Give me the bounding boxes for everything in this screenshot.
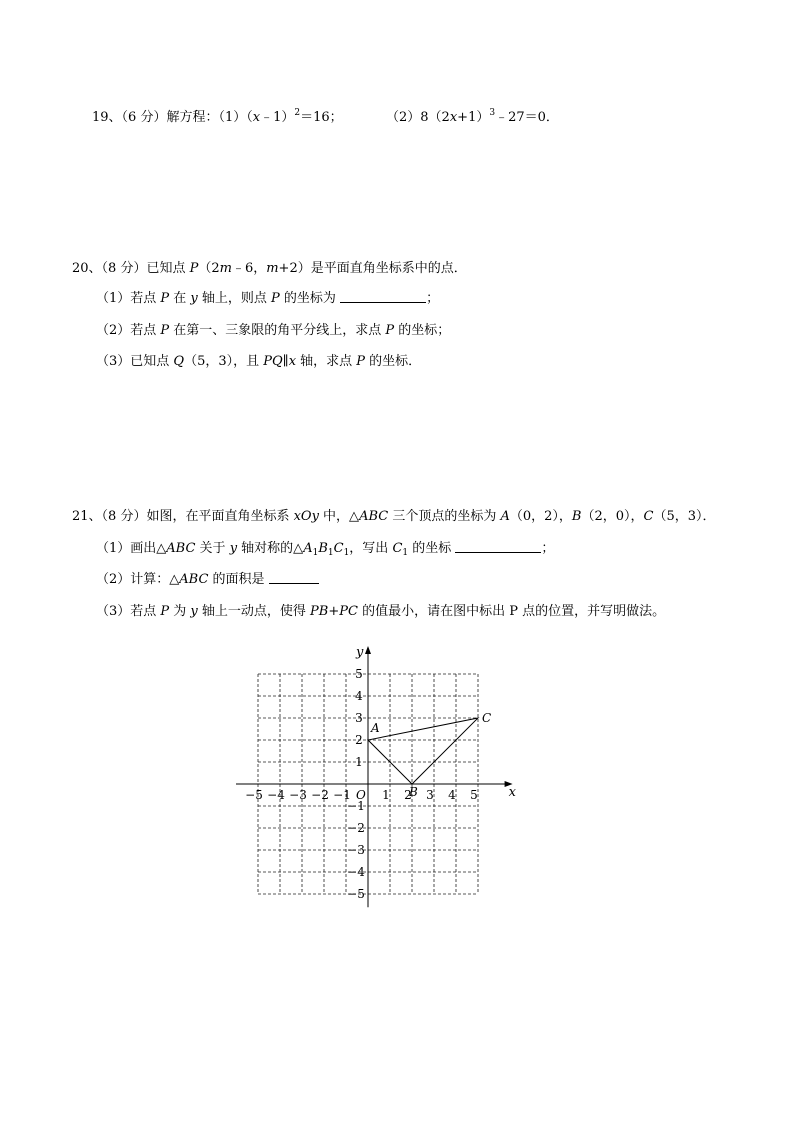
q21-s1-a: （1）画出△: [96, 541, 167, 556]
y-tick-label: −1: [347, 799, 365, 813]
q20-s3-p: P: [356, 354, 366, 369]
y-tick-label: 1: [355, 755, 363, 769]
q19-p2-var: x: [449, 110, 458, 125]
q21-s1-c1: C: [333, 541, 344, 556]
q21-s1-d: ，写出: [349, 541, 393, 556]
q21-a: A: [500, 509, 510, 524]
q21-label: 21、（8 分）如图，在平面直角坐标系: [72, 509, 294, 524]
q21-s1-c1b-sub: 1: [402, 548, 409, 558]
q21-s1-a1-sub: 1: [312, 548, 319, 558]
axes: [236, 646, 513, 907]
q21-abc: ABC: [359, 509, 389, 524]
q21-s1-b1: B: [318, 541, 328, 556]
q20-s1-d: 的坐标为: [279, 291, 341, 306]
q21-s2-b: 的面积是: [208, 572, 269, 587]
q20-s1-y: y: [190, 291, 198, 306]
q21-lc: 三个顶点的坐标为: [388, 509, 501, 524]
point-label-c: C: [482, 711, 492, 725]
q21-s1-c1-sub: 1: [343, 548, 350, 558]
point-label-b: B: [409, 785, 418, 799]
q19-p1-prefix: （1）（: [218, 110, 253, 125]
q21-xoy: xOy: [293, 509, 319, 524]
y-tick-label: −2: [347, 821, 365, 835]
q19-label: 19、（6 分）解方程：: [92, 110, 219, 125]
q20-s3-pq: PQ: [263, 354, 283, 369]
q20-point-p: P: [189, 261, 199, 276]
q19-p2-rest: ﹣27＝0．: [495, 110, 559, 125]
origin-label: O: [356, 788, 366, 802]
q21-s1-c1b: C: [392, 541, 403, 556]
q19-p1-mid: ﹣1）: [260, 110, 295, 125]
q20-s1-e: ；: [426, 291, 440, 306]
q21-s1-abc: ABC: [166, 541, 196, 556]
x-tick-label: 3: [426, 788, 434, 802]
q21-s2-a: （2）计算：△: [96, 572, 180, 587]
q21-s3-pbpc: PB+PC: [310, 604, 358, 619]
q21-c: C: [643, 509, 654, 524]
q21-s3-d: 的值最小，请在图中标出 P 点的位置，并写明做法。: [357, 604, 666, 619]
q21-s3-a: （3）若点: [96, 604, 161, 619]
q20-m1: m: [219, 261, 232, 276]
q20-s2-p: P: [160, 323, 170, 338]
triangle-abc: [368, 711, 491, 799]
x-tick-label: −5: [245, 788, 263, 802]
x-tick-label: −4: [267, 788, 285, 802]
q21-s1-c: 轴对称的△: [237, 541, 304, 556]
q21-s1-a1: A: [303, 541, 313, 556]
q20-s3-b: （5，3），且: [184, 354, 264, 369]
q20-coords-a: （2: [198, 261, 220, 276]
y-tick-label: 3: [355, 711, 363, 725]
q20-s3-d: 轴，求点: [296, 354, 357, 369]
x-tick-label: 4: [448, 788, 456, 802]
q20-s1-p: P: [160, 291, 170, 306]
y-tick-label: 5: [355, 667, 363, 681]
q20-s2-b: 在第一、三象限的角平分线上，求点: [169, 323, 386, 338]
q19-p2-prefix: （2）8（2: [386, 110, 450, 125]
q20-s3-e: 的坐标．: [365, 354, 422, 369]
q21-s3-c: 轴上一动点，使得: [197, 604, 311, 619]
q20-s3-parallel: ∥: [282, 354, 289, 369]
q20-coords-b: ﹣6，: [231, 261, 267, 276]
y-tick-label: −3: [347, 843, 365, 857]
q21-s1-e: 的坐标: [408, 541, 456, 556]
q19-p1-var: x: [252, 110, 261, 125]
q21-s1-y: y: [229, 541, 238, 556]
q21-b: B: [571, 509, 582, 524]
q20-s1-p2: P: [271, 291, 280, 306]
q21-s1-f: ；: [541, 541, 555, 556]
y-tick-label: 4: [355, 689, 363, 703]
q20-label: 20、（8 分）已知点: [72, 261, 190, 276]
q20-m2: m: [266, 261, 279, 276]
q20-s1-c: 轴上，则点: [197, 291, 272, 306]
x-tick-label: 5: [470, 788, 478, 802]
x-tick-label: 2: [404, 788, 412, 802]
q21-s3-p: P: [160, 604, 170, 619]
y-axis-arrow: [365, 646, 371, 654]
q20-s2-a: （2）若点: [96, 323, 161, 338]
q19-p2-exp: 3: [489, 108, 496, 118]
y-tick-label: −5: [347, 887, 365, 901]
x-tick-label: −2: [311, 788, 329, 802]
q21-ld: （0，2），: [509, 509, 572, 524]
q21-s1-b: 关于: [195, 541, 230, 556]
q20-s1-a: （1）若点: [96, 291, 161, 306]
y-tick-label: 2: [355, 733, 363, 747]
q20-s2-c: 的坐标；: [394, 323, 451, 338]
q19-p1-rest: ＝16；: [300, 110, 343, 125]
x-tick-label: 1: [382, 788, 390, 802]
q21-le: （2，0），: [581, 509, 644, 524]
q19-p1-exp: 2: [294, 108, 301, 118]
q20-s1-b: 在: [169, 291, 191, 306]
q20-coords-c: +2）是平面直角坐标系中的点．: [278, 261, 467, 276]
y-tick-label: −4: [347, 865, 365, 879]
q21-s1-b1-sub: 1: [327, 548, 334, 558]
x-axis-label: x: [508, 785, 516, 800]
q20-s3-q: Q: [173, 354, 185, 369]
x-tick-label: −3: [289, 788, 307, 802]
q20-s3-x: x: [288, 354, 297, 369]
q19-p2-mid: +1）: [457, 110, 490, 125]
q21-lb: 中，△: [318, 509, 360, 524]
y-axis-label: y: [356, 645, 364, 660]
x-tick-label: −1: [333, 788, 351, 802]
q21-s2-abc: ABC: [179, 572, 209, 587]
point-label-a: A: [371, 721, 380, 735]
triangle-abc-outline: [368, 718, 478, 784]
q21-lf: （5，3）．: [653, 509, 716, 524]
q21-s3-b: 为: [169, 604, 191, 619]
q21-s3-y: y: [190, 604, 198, 619]
q20-s2-p2: P: [385, 323, 395, 338]
q20-s3-a: （3）已知点: [96, 354, 174, 369]
